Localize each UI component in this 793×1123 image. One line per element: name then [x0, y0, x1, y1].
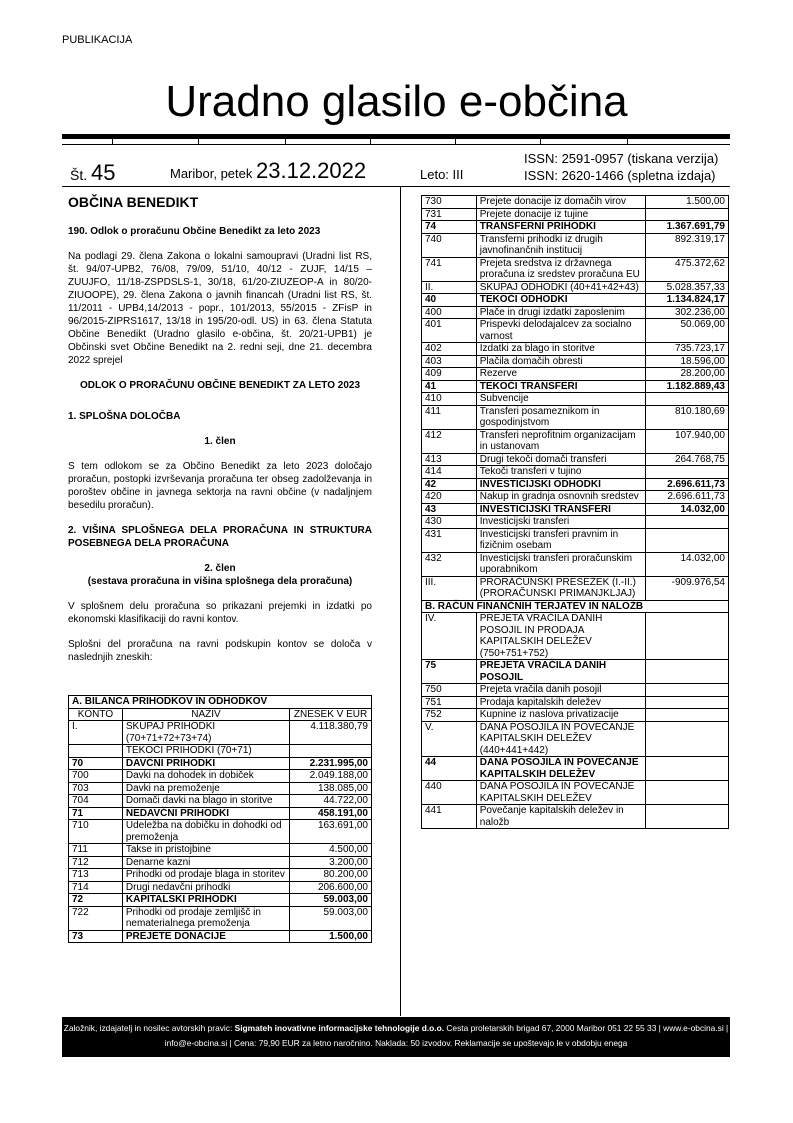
cell-znesek: [646, 393, 729, 406]
cell-znesek: -909.976,54: [646, 576, 729, 600]
table-row: [69, 844, 372, 857]
cell-konto: 40: [422, 294, 477, 307]
cell-naziv: Prodaja kapitalskih deležev: [476, 696, 645, 709]
cell-konto: 413: [422, 453, 477, 466]
cell-naziv: TEKOČI TRANSFERI: [476, 380, 645, 393]
table-row: [69, 757, 372, 770]
clause-text: S tem odlokom se za Občino Benedikt za leto 2023 določajo proračun, postopki izvrševanja proračuna ter obseg zadolževanja in poroštev občine in javnega sektorja na ravni občine (v nadaljnjem besedilu proračun).: [68, 461, 372, 511]
cell-naziv: Prejeta sredstva iz državnega proračuna iz sredstev proračuna EU: [476, 257, 645, 281]
cell-znesek: 59.003,00: [290, 906, 372, 930]
masthead-title: Uradno glasilo e-občina: [165, 77, 628, 126]
cell-naziv: Davki na dohodek in dobiček: [122, 770, 289, 783]
cell-konto: 420: [422, 491, 477, 504]
table-row: [69, 721, 372, 745]
cell-znesek: 1.367.691,79: [646, 221, 729, 234]
table-row: [69, 869, 372, 882]
cell-naziv: NEDAVČNI PRIHODKI: [122, 807, 289, 820]
table-row: [422, 516, 729, 529]
cell-naziv: TEKOČI ODHODKI: [476, 294, 645, 307]
cell-konto: 412: [422, 429, 477, 453]
clause-text: V splošnem delu proračuna so prikazani prejemki in izdatki po ekonomski klasifikaciji do ravni kontov.: [68, 601, 372, 625]
table-row: [69, 745, 372, 758]
table-row: [422, 393, 729, 406]
cell-naziv: Prejeta vračila danih posojil: [476, 684, 645, 697]
rule-tick: [285, 138, 286, 145]
table-row: [69, 807, 372, 820]
cell-konto: V.: [422, 721, 477, 757]
cell-naziv: SKUPAJ ODHODKI (40+41+42+43): [476, 281, 645, 294]
cell-konto: 440: [422, 781, 477, 805]
table-row: [69, 856, 372, 869]
cell-naziv: Prejete donacije iz tujine: [476, 208, 645, 221]
cell-naziv: DAVČNI PRIHODKI: [122, 757, 289, 770]
column-header: KONTO: [69, 708, 123, 721]
cell-naziv: Prispevki delodajalcev za socialno varnost: [476, 319, 645, 343]
table-row: [422, 709, 729, 722]
table-row: [422, 466, 729, 479]
column-header: ZNESEK V EUR: [290, 708, 372, 721]
cell-naziv: Izdatki za blago in storitve: [476, 343, 645, 356]
cell-znesek: 50.069,00: [646, 319, 729, 343]
cell-konto: II.: [422, 281, 477, 294]
clause-heading: 1. člen: [204, 436, 236, 447]
cell-znesek: 14.032,00: [646, 503, 729, 516]
cell-naziv: Investicijski transferi pravnim in fizičnim osebam: [476, 528, 645, 552]
cell-naziv: KAPITALSKI PRIHODKI: [122, 894, 289, 907]
cell-znesek: 138.085,00: [290, 782, 372, 795]
cell-konto: 44: [422, 757, 477, 781]
cell-znesek: [646, 805, 729, 829]
cell-znesek: 735.723,17: [646, 343, 729, 356]
cell-naziv: DANA POSOJILA IN POVEČANJE KAPITALSKIH DELEŽEV (440+441+442): [476, 721, 645, 757]
cell-konto: 722: [69, 906, 123, 930]
cell-konto: 42: [422, 478, 477, 491]
cell-znesek: [646, 709, 729, 722]
table-row: [69, 906, 372, 930]
cell-konto: 740: [422, 233, 477, 257]
cell-znesek: 14.032,00: [646, 552, 729, 576]
cell-naziv: PRORAČUNSKI PRESEŽEK (I.-II.) (PRORAČUNSKI PRIMANJKLJAJ): [476, 576, 645, 600]
municipality-heading: OBČINA BENEDIKT: [68, 194, 199, 210]
cell-konto: 714: [69, 881, 123, 894]
cell-konto: 751: [422, 696, 477, 709]
cell-znesek: 2.696.611,73: [646, 478, 729, 491]
cell-naziv: Transferi posameznikom in gospodinjstvom: [476, 405, 645, 429]
cell-znesek: 44.722,00: [290, 795, 372, 808]
cell-konto: 400: [422, 306, 477, 319]
cell-naziv: Rezerve: [476, 368, 645, 381]
cell-znesek: 28.200,00: [646, 368, 729, 381]
cell-konto: 752: [422, 709, 477, 722]
decree-title: ODLOK O PRORAČUNU OBČINE BENEDIKT ZA LETO 2023: [79, 380, 361, 391]
table-row: [69, 894, 372, 907]
table-row: [69, 820, 372, 844]
cell-konto: 730: [422, 196, 477, 209]
table-row: [422, 696, 729, 709]
cell-konto: 703: [69, 782, 123, 795]
cell-znesek: 2.696.611,73: [646, 491, 729, 504]
issue-rule: [62, 186, 730, 187]
preamble: Na podlagi 29. člena Zakona o lokalni samoupravi (Uradni list RS, št. 94/07-UPB2, 76/08, 79/09, 51/10, 40/12 - ZUJF, 14/15 – ZUUJFO, 11/18-ZSPDSLS-1, 30/18, 61/20-ZIUZEOP-A in 80/20-ZIUOOPE), 29. člena Zakona o javnih financah (Uradni list RS, št. 11/2011 - UPB4,14/2013 - popr., 101/2013, 55/2015 - ZFisP in 96/2015-ZIPRS1617, 13/18 in 195/20-odl. US) in 63. člena Statuta Občine Benedikt (Uradno glasilo e-občina, št. 20/21-UPB1) je Občinski svet Občine Benedikt na 2. redni seji, dne 21. decembra 2022 sprejel: [68, 251, 372, 366]
cell-znesek: [646, 528, 729, 552]
table-row: [422, 208, 729, 221]
cell-znesek: 5.028.357,33: [646, 281, 729, 294]
cell-naziv: Investicijski transferi: [476, 516, 645, 529]
cell-znesek: 2.231.995,00: [290, 757, 372, 770]
table-row: [422, 233, 729, 257]
cell-znesek: [646, 721, 729, 757]
cell-naziv: Domači davki na blago in storitve: [122, 795, 289, 808]
cell-naziv: PREJETA VRAČILA DANIH POSOJIL IN PRODAJA KAPITALSKIH DELEŽEV (750+751+752): [476, 613, 645, 660]
table-row: [422, 576, 729, 600]
cell-naziv: Tekoči transferi v tujino: [476, 466, 645, 479]
cell-znesek: [290, 745, 372, 758]
table-row: [422, 319, 729, 343]
cell-znesek: 163.691,00: [290, 820, 372, 844]
cell-konto: 73: [69, 930, 123, 943]
cell-naziv: Subvencije: [476, 393, 645, 406]
cell-znesek: 80.200,00: [290, 869, 372, 882]
cell-konto: 432: [422, 552, 477, 576]
cell-konto: 409: [422, 368, 477, 381]
cell-konto: 731: [422, 208, 477, 221]
cell-naziv: Prejete donacije iz domačih virov: [476, 196, 645, 209]
cell-konto: 401: [422, 319, 477, 343]
section-heading: 2. VIŠINA SPLOŠNEGA DELA PRORAČUNA IN STRUKTURA POSEBNEGA DELA PRORAČUNA: [68, 525, 372, 549]
cell-konto: 403: [422, 355, 477, 368]
cell-konto: IV.: [422, 613, 477, 660]
item-title: 190. Odlok o proračunu Občine Benedikt za leto 2023: [68, 226, 321, 237]
clause-subheading: (sestava proračuna in višina splošnega dela proračuna): [87, 576, 353, 587]
table-row: [422, 281, 729, 294]
table-row: [422, 405, 729, 429]
cell-naziv: Transferni prihodki iz drugih javnofinančnih institucij: [476, 233, 645, 257]
table-row: [422, 380, 729, 393]
cell-konto: 41: [422, 380, 477, 393]
cell-konto: 711: [69, 844, 123, 857]
cell-konto: 713: [69, 869, 123, 882]
cell-naziv: TEKOČI PRIHODKI (70+71): [122, 745, 289, 758]
masthead-rule-thin: [62, 144, 730, 145]
cell-konto: I.: [69, 721, 123, 745]
cell-naziv: Drugi nedavčni prihodki: [122, 881, 289, 894]
cell-naziv: Davki na premoženje: [122, 782, 289, 795]
table-row: [422, 613, 729, 660]
table-row: [422, 503, 729, 516]
rule-tick: [540, 138, 541, 145]
cell-naziv: Prihodki od prodaje zemljišč in nematerialnega premoženja: [122, 906, 289, 930]
cell-konto: 712: [69, 856, 123, 869]
table-row: [422, 221, 729, 234]
rule-tick: [455, 138, 456, 145]
cell-naziv: Prihodki od prodaje blaga in storitev: [122, 869, 289, 882]
budget-table-a: [68, 695, 372, 943]
issue-year: Leto: III: [420, 167, 464, 182]
cell-znesek: 1.182.889,43: [646, 380, 729, 393]
cell-znesek: 1.134.824,17: [646, 294, 729, 307]
table-row: [422, 684, 729, 697]
budget-table-b: [421, 195, 729, 829]
cell-naziv: Kupnine iz naslova privatizacije: [476, 709, 645, 722]
cell-znesek: [646, 208, 729, 221]
rule-tick: [627, 138, 628, 145]
cell-znesek: [646, 684, 729, 697]
issue-number: Št. 45: [70, 160, 116, 185]
cell-znesek: 892.319,17: [646, 233, 729, 257]
table-row: [69, 881, 372, 894]
cell-konto: 710: [69, 820, 123, 844]
table-row: [422, 805, 729, 829]
table-row: [422, 552, 729, 576]
publisher-footer: Založnik, izdajatelj in nosilec avtorskih pravic: Sigmateh inovativne informacijske tehnologije d.o.o. Cesta proletarskih brigad 67, 2000 Maribor 051 22 55 33 | www.e-obcina.si | info@e-obcina.si | Cena: 79,90 EUR za letno naročnino. Naklada: 50 izvodov. Reklamacije se upoštevajo le v obdobju enega: [62, 1017, 730, 1057]
table-row: [422, 257, 729, 281]
issn-web: ISSN: 2620-1466 (spletna izdaja): [524, 168, 716, 183]
cell-znesek: 810.180,69: [646, 405, 729, 429]
cell-naziv: TRANSFERNI PRIHODKI: [476, 221, 645, 234]
cell-naziv: SKUPAJ PRIHODKI (70+71+72+73+74): [122, 721, 289, 745]
column-divider: [400, 186, 401, 1016]
cell-znesek: [646, 516, 729, 529]
cell-znesek: 2.049.188,00: [290, 770, 372, 783]
table-row: [422, 343, 729, 356]
cell-konto: 411: [422, 405, 477, 429]
cell-konto: 402: [422, 343, 477, 356]
clause-heading: 2. člen: [204, 563, 236, 574]
table-row: [69, 770, 372, 783]
cell-konto: [69, 745, 123, 758]
table-row: [422, 196, 729, 209]
cell-znesek: [646, 466, 729, 479]
cell-znesek: 4.500,00: [290, 844, 372, 857]
cell-naziv: Nakup in gradnja osnovnih sredstev: [476, 491, 645, 504]
cell-konto: 704: [69, 795, 123, 808]
cell-konto: 70: [69, 757, 123, 770]
table-row: [422, 721, 729, 757]
cell-znesek: [646, 613, 729, 660]
table-row: [422, 781, 729, 805]
table-row: [69, 782, 372, 795]
publisher-name: Sigmateh inovativne informacijske tehnologije d.o.o.: [234, 1023, 445, 1033]
table-row: [422, 429, 729, 453]
cell-konto: 441: [422, 805, 477, 829]
cell-naziv: DANA POSOJILA IN POVEČANJE KAPITALSKIH DELEŽEV: [476, 757, 645, 781]
cell-naziv: Drugi tekoči domači transferi: [476, 453, 645, 466]
cell-znesek: 302.236,00: [646, 306, 729, 319]
cell-znesek: [646, 696, 729, 709]
cell-znesek: 18.596,00: [646, 355, 729, 368]
cell-naziv: Povečanje kapitalskih deležev in naložb: [476, 805, 645, 829]
cell-znesek: 107.940,00: [646, 429, 729, 453]
cell-konto: 741: [422, 257, 477, 281]
cell-konto: 43: [422, 503, 477, 516]
cell-znesek: [646, 757, 729, 781]
cell-znesek: [646, 660, 729, 684]
table-row: [69, 930, 372, 943]
cell-naziv: PREJETE DONACIJE: [122, 930, 289, 943]
cell-naziv: Udeležba na dobičku in dohodki od premoženja: [122, 820, 289, 844]
cell-konto: 700: [69, 770, 123, 783]
rule-tick: [198, 138, 199, 145]
cell-konto: 750: [422, 684, 477, 697]
cell-znesek: 475.372,62: [646, 257, 729, 281]
cell-konto: 431: [422, 528, 477, 552]
cell-znesek: 1.500,00: [646, 196, 729, 209]
table-row: [422, 757, 729, 781]
cell-naziv: PREJETA VRAČILA DANIH POSOJIL: [476, 660, 645, 684]
cell-naziv: Plače in drugi izdatki zaposlenim: [476, 306, 645, 319]
cell-znesek: 4.118.380,79: [290, 721, 372, 745]
table-row: [422, 294, 729, 307]
cell-naziv: Investicijski transferi proračunskim uporabnikom: [476, 552, 645, 576]
rule-tick: [370, 138, 371, 145]
cell-naziv: INVESTICIJSKI ODHODKI: [476, 478, 645, 491]
cell-konto: 414: [422, 466, 477, 479]
cell-konto: 430: [422, 516, 477, 529]
issn-print: ISSN: 2591-0957 (tiskana verzija): [524, 151, 719, 166]
table-row: [422, 478, 729, 491]
cell-konto: 74: [422, 221, 477, 234]
cell-znesek: 1.500,00: [290, 930, 372, 943]
publication-label: PUBLIKACIJA: [62, 34, 133, 46]
table-caption: B. RAČUN FINANČNIH TERJATEV IN NALOŽB: [422, 600, 729, 613]
cell-naziv: Takse in pristojbine: [122, 844, 289, 857]
cell-naziv: Plačila domačih obresti: [476, 355, 645, 368]
cell-konto: 410: [422, 393, 477, 406]
rule-tick: [112, 138, 113, 145]
cell-znesek: 59.003,00: [290, 894, 372, 907]
cell-konto: 72: [69, 894, 123, 907]
cell-znesek: 3.200,00: [290, 856, 372, 869]
table-row: [422, 491, 729, 504]
article-left-column: [68, 196, 372, 676]
table-row: [422, 453, 729, 466]
cell-znesek: 264.768,75: [646, 453, 729, 466]
cell-znesek: 206.600,00: [290, 881, 372, 894]
table-row: [69, 795, 372, 808]
table-row: [422, 528, 729, 552]
cell-naziv: DANA POSOJILA IN POVEČANJE KAPITALSKIH DELEŽEV: [476, 781, 645, 805]
table-row: [422, 306, 729, 319]
section-heading: 1. SPLOŠNA DOLOČBA: [68, 411, 181, 422]
cell-naziv: Denarne kazni: [122, 856, 289, 869]
table-caption: A. BILANCA PRIHODKOV IN ODHODKOV: [69, 696, 372, 709]
masthead-rule: [62, 134, 730, 139]
cell-naziv: Transferi neprofitnim organizacijam in ustanovam: [476, 429, 645, 453]
table-row: [422, 355, 729, 368]
table-row: [422, 368, 729, 381]
cell-znesek: 458.191,00: [290, 807, 372, 820]
cell-konto: III.: [422, 576, 477, 600]
cell-znesek: [646, 781, 729, 805]
cell-naziv: INVESTICIJSKI TRANSFERI: [476, 503, 645, 516]
table-row: [422, 660, 729, 684]
clause-text: Splošni del proračuna na ravni podskupin kontov se določa v naslednjih zneskih:: [68, 639, 372, 663]
column-header: NAZIV: [122, 708, 289, 721]
cell-konto: 71: [69, 807, 123, 820]
cell-konto: 75: [422, 660, 477, 684]
issue-date: Maribor, petek 23.12.2022: [170, 158, 367, 183]
